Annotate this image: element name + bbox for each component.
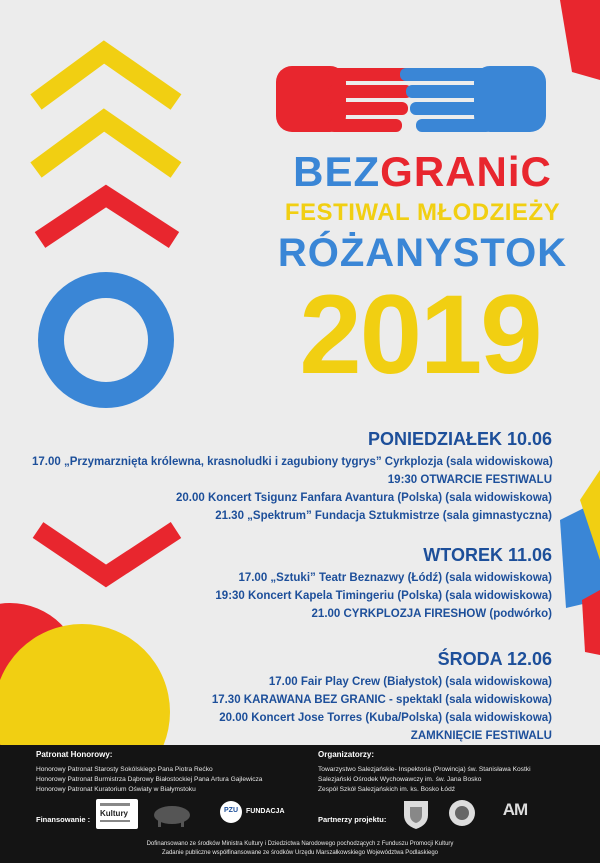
partnerzy-label: Partnerzy projektu: xyxy=(318,815,387,824)
powiat-crest-icon xyxy=(398,797,434,831)
organizator-line: Towarzystwo Salezjańskie- Inspektoria (Prowincja) św. Stanisława Kostki xyxy=(318,766,531,773)
day-tuesday xyxy=(32,543,552,623)
ministry-logo xyxy=(96,799,138,829)
pzu-logo-text: PZU xyxy=(224,807,238,814)
patronat-line: Honorowy Patronat Burmistrza Dąbrowy Białostockiej Pana Artura Gajlewicza xyxy=(36,776,263,783)
bottom-credit: Zadanie publiczne współfinansowane ze środków Urzędu Marszałkowskiego Województwa Podlaskiego xyxy=(161,850,439,856)
event-item: 20.00 Koncert Jose Torres (Kuba/Polska) (sala widowiskowa) xyxy=(219,712,552,724)
event-item: 20.00 Koncert Tsigunz Fanfara Avantura (Polska) (sala widowiskowa) xyxy=(176,492,552,504)
town-crest-icon xyxy=(444,797,480,831)
day-wednesday xyxy=(32,647,552,745)
event-item: 17.00 Fair Play Crew (Białystok) (sala widowiskowa) xyxy=(268,676,552,688)
event-item: 17.00 „Przymarznięta królewna, krasnoludki i zagubiony tygrys” Cyrkplozja (sala widowiskowa) xyxy=(32,456,553,468)
day-title: PONIEDZIAŁEK 10.06 xyxy=(367,429,552,449)
ministry-logo-line xyxy=(100,820,130,822)
bison-logo-icon xyxy=(148,801,196,831)
event-item: 17.00 „Sztuki” Teatr Beznazwy (Łódź) (sala widowiskowa) xyxy=(238,572,552,584)
organizator-line: Salezjański Ośrodek Wychowawczy im. św. Jana Bosko xyxy=(318,776,482,783)
fundacja-label: FUNDACJA xyxy=(246,808,285,815)
red-right-stroke-low xyxy=(582,590,600,655)
festival-year: 2019 xyxy=(299,272,541,397)
event-item: 19:30 OTWARCIE FESTIWALU xyxy=(387,474,552,486)
brand-granic: GRANiC xyxy=(380,148,552,195)
am-logo-text: AM xyxy=(502,800,528,819)
red-right-stroke xyxy=(560,0,600,80)
yellow-chevron-2 xyxy=(36,120,176,170)
day-monday xyxy=(32,427,552,525)
red-chevron-top xyxy=(40,196,174,240)
ministry-logo-text: Kultury xyxy=(100,809,128,818)
day-title: ŚRODA 12.06 xyxy=(437,649,552,669)
ministry-logo-line xyxy=(100,803,130,806)
pzu-logo xyxy=(220,801,242,823)
patronat-title: Patronat Honorowy: xyxy=(36,750,113,759)
brand-subtitle: FESTIWAL MŁODZIEŻY xyxy=(284,199,561,226)
event-item: 17.30 KARAWANA BEZ GRANIC - spektakl (sala widowiskowa) xyxy=(211,694,552,706)
event-item: 21.30 „Spektrum” Fundacja Sztukmistrze (sala gimnastyczna) xyxy=(215,510,552,522)
organizator-line: Zespół Szkół Salezjańskich im. ks. Bosko Łódź xyxy=(318,786,456,793)
hands-logo-icon xyxy=(268,58,558,140)
event-item: 21.00 CYRKPLOZJA FIRESHOW (podwórko) xyxy=(311,608,552,620)
sponsors-footer xyxy=(0,745,600,863)
organizatorzy-title: Organizatorzy: xyxy=(318,750,375,759)
finansowanie-label: Finansowanie : xyxy=(36,815,91,824)
am-logo xyxy=(498,799,532,821)
event-item: 19:30 Koncert Kapela Timingeriu (Polska) (sala widowiskowa) xyxy=(215,590,552,602)
day-title: WTOREK 11.06 xyxy=(423,545,552,565)
brand-location: RÓŻANYSTOK xyxy=(277,231,568,275)
patronat-line: Honorowy Patronat Kuratorium Oświaty w Białymstoku xyxy=(36,786,196,793)
brand-title xyxy=(275,148,570,196)
bottom-credit: Dofinansowano ze środków Ministra Kultury i Dziedzictwa Narodowego pochodzących z Funduszu Promocji Kultury xyxy=(146,841,454,847)
event-item: ZAMKNIĘCIE FESTIWALU xyxy=(410,730,552,742)
patronat-line: Honorowy Patronat Starosty Sokólskiego Pana Piotra Rećko xyxy=(36,766,213,773)
yellow-chevron-1 xyxy=(36,52,176,102)
blue-ring xyxy=(51,285,161,395)
brand-bez: BEZ xyxy=(293,148,381,195)
